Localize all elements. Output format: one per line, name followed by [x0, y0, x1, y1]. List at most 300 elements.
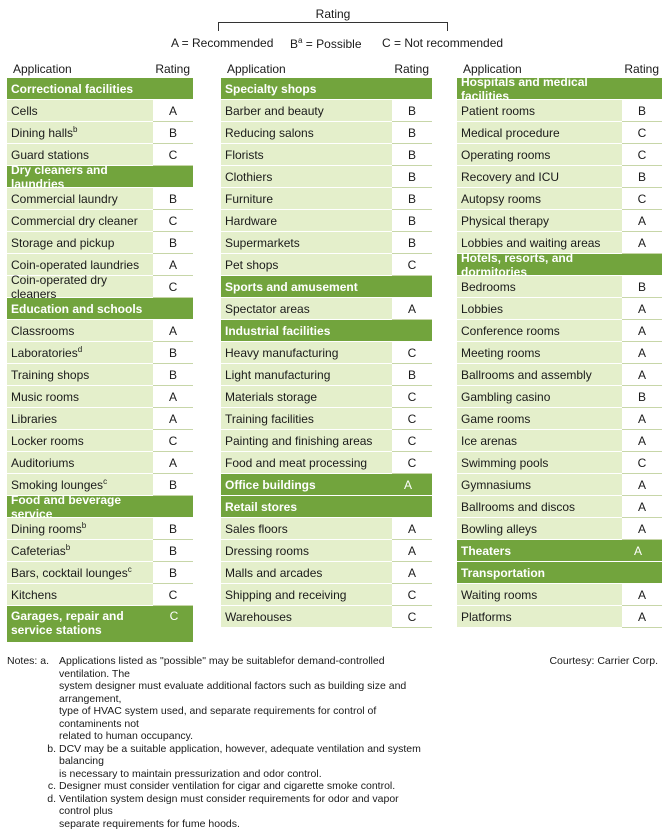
application-name: Cafeterias: [11, 544, 66, 558]
rating-cell: B: [153, 364, 193, 386]
table-row: [221, 540, 432, 562]
application-cell: [221, 342, 392, 364]
rating-cell: B: [392, 166, 432, 188]
application-name: Swimming pools: [461, 456, 548, 470]
table-row: [221, 452, 432, 474]
table-row: [7, 320, 193, 342]
application-cell: [457, 452, 622, 474]
application-name: Training facilities: [225, 412, 314, 426]
application-cell: [221, 584, 392, 606]
footnote-marker: c: [128, 565, 132, 574]
application-name: Commercial laundry: [11, 192, 118, 206]
table-row: [221, 518, 432, 540]
application-name: Lobbies: [461, 302, 503, 316]
section-label: Food and beverage service: [11, 493, 154, 521]
note-indent: [7, 818, 59, 830]
application-cell: [7, 232, 153, 254]
section-header: [221, 276, 432, 298]
table-row: [457, 474, 662, 496]
table-row: [221, 342, 432, 364]
table-row: [221, 606, 432, 628]
application-name: Recovery and ICU: [461, 170, 559, 184]
table-row: [457, 584, 662, 606]
rating-cell: A: [622, 606, 662, 628]
application-cell: [7, 386, 153, 408]
application-cell: [7, 518, 153, 540]
legend-c: C = Not recommended: [382, 36, 503, 50]
application-name: Game rooms: [461, 412, 530, 426]
table-row: [7, 342, 193, 364]
rating-cell: C: [392, 430, 432, 452]
rating-cell: C: [153, 430, 193, 452]
section-label: Hospitals and medical facilities: [461, 75, 623, 103]
table-row: [457, 100, 662, 122]
section-label: Theaters: [461, 544, 511, 558]
table-row: [7, 562, 193, 584]
table-row: [7, 408, 193, 430]
application-name: Reducing salons: [225, 126, 314, 140]
note-line: [7, 743, 427, 768]
table-row: [221, 144, 432, 166]
rating-cell: B: [153, 474, 193, 496]
rating-cell: C: [392, 452, 432, 474]
rating-cell: C: [392, 386, 432, 408]
legend-b-sup: a: [298, 36, 302, 45]
application-cell: [221, 254, 392, 276]
application-cell: [221, 188, 392, 210]
table-row: [221, 210, 432, 232]
application-name: Light manufacturing: [225, 368, 330, 382]
table-row: [7, 188, 193, 210]
rating-header: Rating: [624, 62, 659, 76]
table-row: [7, 232, 193, 254]
rating-cell: C: [392, 254, 432, 276]
table-row: [7, 386, 193, 408]
application-name: Pet shops: [225, 258, 278, 272]
application-cell: [221, 562, 392, 584]
table-row: [457, 518, 662, 540]
table-row: [221, 408, 432, 430]
rating-cell: C: [622, 144, 662, 166]
rating-cell: A: [622, 496, 662, 518]
note-indent: [7, 768, 59, 781]
section-label: Correctional facilities: [11, 82, 133, 96]
application-name: Meeting rooms: [461, 346, 540, 360]
application-cell: [7, 210, 153, 232]
note-line: [7, 730, 427, 743]
table-row: [7, 430, 193, 452]
table-row: [7, 518, 193, 540]
rating-cell: C: [622, 452, 662, 474]
application-name: Malls and arcades: [225, 566, 322, 580]
rating-cell: B: [392, 144, 432, 166]
application-name: Warehouses: [225, 610, 292, 624]
rating-cell: A: [622, 364, 662, 386]
table-row: [221, 232, 432, 254]
table-row: [457, 210, 662, 232]
application-cell: [221, 210, 392, 232]
application-cell: [457, 496, 622, 518]
notes: [7, 655, 427, 830]
section-label: Industrial facilities: [225, 324, 330, 338]
section-label: Dry cleaners and laundries: [11, 163, 154, 191]
table-row: [457, 364, 662, 386]
rating-cell: C: [153, 210, 193, 232]
rating-cell: A: [153, 452, 193, 474]
rating-cell: A: [392, 518, 432, 540]
application-name: Ice arenas: [461, 434, 517, 448]
section-label: Education and schools: [11, 302, 142, 316]
application-cell: [457, 606, 622, 628]
section-header: [457, 562, 662, 584]
note-text: type of HVAC system used, and separate requirements for control of contaminents not: [59, 705, 427, 730]
footnote-marker: b: [73, 125, 77, 134]
note-line: [7, 780, 427, 793]
application-name: Physical therapy: [461, 214, 549, 228]
section-label: Retail stores: [225, 500, 297, 514]
rating-cell: B: [392, 364, 432, 386]
rating-cell: A: [622, 210, 662, 232]
rating-cell: B: [153, 562, 193, 584]
rating-cell: A: [622, 430, 662, 452]
table-row: [7, 364, 193, 386]
application-cell: [457, 166, 622, 188]
application-name: Classrooms: [11, 324, 74, 338]
section-header: [7, 78, 193, 100]
rating-cell: A: [622, 232, 662, 254]
note-line: [7, 768, 427, 781]
rating-cell: A: [153, 254, 193, 276]
table-row: [7, 584, 193, 606]
application-cell: [221, 122, 392, 144]
note-text: system designer must evaluate additional factors such as building size and arrangement,: [59, 680, 427, 705]
application-cell: [221, 298, 392, 320]
rating-cell: A: [153, 320, 193, 342]
rating-cell: B: [392, 210, 432, 232]
application-name: Medical procedure: [461, 126, 560, 140]
table-row: [457, 122, 662, 144]
application-name: Furniture: [225, 192, 273, 206]
note-indent: [7, 730, 59, 743]
application-cell: [7, 276, 153, 298]
section-header: [457, 254, 662, 276]
notes-prefix: Notes:: [7, 655, 37, 667]
section-label: Office buildings: [225, 478, 316, 492]
application-name: Gymnasiums: [461, 478, 531, 492]
section-header: [221, 474, 432, 496]
rating-cell: A: [622, 584, 662, 606]
table-row: [457, 606, 662, 628]
application-name: Auditoriums: [11, 456, 74, 470]
courtesy-credit: Courtesy: Carrier Corp.: [549, 655, 658, 667]
application-cell: [457, 100, 622, 122]
application-name: Kitchens: [11, 588, 57, 602]
table-row: [457, 320, 662, 342]
application-name: Cells: [11, 104, 38, 118]
section-label: Sports and amusement: [225, 280, 358, 294]
section-header: [7, 606, 193, 643]
application-cell: [221, 166, 392, 188]
application-name: Coin-operated laundries: [11, 258, 139, 272]
rating-cell: A: [392, 298, 432, 320]
application-name: Operating rooms: [461, 148, 550, 162]
section-rating: A: [620, 544, 656, 558]
note-text: is necessary to maintain pressurization and odor control.: [59, 768, 322, 781]
application-cell: [457, 320, 622, 342]
application-cell: [7, 408, 153, 430]
application-name: Materials storage: [225, 390, 317, 404]
rating-cell: B: [153, 518, 193, 540]
table-row: [221, 364, 432, 386]
application-cell: [7, 188, 153, 210]
table-row: [457, 408, 662, 430]
legend-b: [290, 36, 362, 51]
table-row: [457, 188, 662, 210]
application-cell: [457, 364, 622, 386]
rating-cell: B: [392, 188, 432, 210]
rating-cell: A: [622, 298, 662, 320]
table-row: [7, 452, 193, 474]
application-name: Food and meat processing: [225, 456, 367, 470]
legend-b-text: = Possible: [302, 37, 361, 51]
table-row: [7, 100, 193, 122]
rating-cell: A: [392, 540, 432, 562]
application-name: Smoking lounges: [11, 478, 103, 492]
note-line: [7, 655, 427, 680]
application-header: Application: [463, 62, 522, 76]
application-name: Locker rooms: [11, 434, 84, 448]
application-name: Bowling alleys: [461, 522, 537, 536]
table-row: [221, 298, 432, 320]
application-cell: [457, 298, 622, 320]
application-name: Painting and finishing areas: [225, 434, 372, 448]
table-row: [457, 496, 662, 518]
section-header: [221, 78, 432, 100]
rating-cell: A: [622, 408, 662, 430]
rating-cell: C: [153, 144, 193, 166]
application-name: Waiting rooms: [461, 588, 537, 602]
rating-cell: B: [392, 100, 432, 122]
rating-cell: B: [153, 188, 193, 210]
note-indent: [7, 705, 59, 730]
application-cell: [457, 144, 622, 166]
application-cell: [221, 144, 392, 166]
application-cell: [221, 606, 392, 628]
application-cell: [7, 430, 153, 452]
rating-cell: B: [153, 342, 193, 364]
rating-cell: B: [392, 232, 432, 254]
rating-cell: C: [392, 584, 432, 606]
application-name: Ballrooms and assembly: [461, 368, 592, 382]
section-header: [7, 496, 193, 518]
application-name: Florists: [225, 148, 264, 162]
application-cell: [221, 408, 392, 430]
rating-cell: B: [622, 166, 662, 188]
application-cell: [457, 518, 622, 540]
table-row: [457, 430, 662, 452]
application-name: Patient rooms: [461, 104, 535, 118]
section-header: [221, 496, 432, 518]
application-name: Clothiers: [225, 170, 272, 184]
rating-cell: A: [622, 320, 662, 342]
application-cell: [221, 430, 392, 452]
section-rating: A: [390, 478, 426, 492]
column-1: [7, 58, 193, 643]
note-letter: a.: [40, 655, 49, 667]
rating-cell: C: [153, 584, 193, 606]
table-row: [221, 584, 432, 606]
application-name: Coin-operated dry cleaners: [11, 273, 153, 301]
table-row: [221, 386, 432, 408]
note-indent: [7, 680, 59, 705]
application-cell: [457, 188, 622, 210]
application-name: Heavy manufacturing: [225, 346, 338, 360]
rating-cell: C: [622, 188, 662, 210]
note-letter: b.: [7, 743, 59, 768]
application-name: Conference rooms: [461, 324, 560, 338]
application-cell: [221, 540, 392, 562]
rating-cell: C: [392, 342, 432, 364]
rating-cell: B: [153, 540, 193, 562]
note-letter: d.: [7, 793, 59, 818]
application-cell: [221, 364, 392, 386]
note-letter: c.: [7, 780, 59, 793]
rating-table: [7, 78, 193, 643]
rating-cell: C: [622, 122, 662, 144]
section-label: Garages, repair and service stations: [11, 609, 161, 637]
rating-cell: A: [622, 518, 662, 540]
rating-cell: A: [622, 342, 662, 364]
application-cell: [221, 232, 392, 254]
application-cell: [7, 100, 153, 122]
application-name: Commercial dry cleaner: [11, 214, 138, 228]
note-line: [7, 705, 427, 730]
rating-cell: A: [622, 474, 662, 496]
table-row: [457, 386, 662, 408]
application-name: Laboratories: [11, 346, 78, 360]
application-name: Music rooms: [11, 390, 79, 404]
legend-a: A = Recommended: [171, 36, 273, 50]
application-name: Spectator areas: [225, 302, 310, 316]
application-name: Shipping and receiving: [225, 588, 346, 602]
table-row: [457, 276, 662, 298]
application-cell: [7, 342, 153, 364]
note-text: Ventilation system design must consider requirements for odor and vapor control plus: [59, 793, 427, 818]
note-label: [7, 655, 59, 680]
rating-header: Rating: [155, 62, 190, 76]
column-2: [221, 58, 432, 628]
rating-cell: B: [153, 122, 193, 144]
application-name: Supermarkets: [225, 236, 300, 250]
column-3: [457, 58, 662, 628]
application-cell: [7, 452, 153, 474]
application-cell: [7, 540, 153, 562]
application-name: Dressing rooms: [225, 544, 309, 558]
application-name: Guard stations: [11, 148, 89, 162]
application-name: Autopsy rooms: [461, 192, 541, 206]
rating-cell: B: [392, 122, 432, 144]
section-header: [457, 78, 662, 100]
application-cell: [457, 408, 622, 430]
rating-table: [457, 78, 662, 628]
section-label: Hotels, resorts, and dormitories: [461, 251, 624, 279]
legend-b-letter: B: [290, 37, 298, 51]
application-name: Gambling casino: [461, 390, 550, 404]
rating-cell: B: [622, 100, 662, 122]
table-row: [457, 298, 662, 320]
section-header: [221, 320, 432, 342]
section-label: Transportation: [461, 566, 545, 580]
table-row: [221, 562, 432, 584]
table-row: [7, 122, 193, 144]
application-name: Ballrooms and discos: [461, 500, 575, 514]
rating-table: [221, 78, 432, 628]
application-cell: [457, 474, 622, 496]
application-cell: [457, 386, 622, 408]
footnote-marker: d: [78, 345, 82, 354]
application-cell: [7, 122, 153, 144]
rating-cell: A: [153, 100, 193, 122]
section-header: [7, 298, 193, 320]
note-text: DCV may be a suitable application, however, adequate ventilation and system balancing: [59, 743, 427, 768]
application-name: Barber and beauty: [225, 104, 324, 118]
column-header: [7, 58, 193, 78]
application-name: Dining rooms: [11, 522, 82, 536]
note-text: Designer must consider ventilation for cigar and cigarette smoke control.: [59, 780, 395, 793]
application-cell: [7, 364, 153, 386]
application-cell: [221, 452, 392, 474]
footnote-marker: c: [103, 477, 107, 486]
footnote-marker: b: [66, 543, 70, 552]
column-header: [221, 58, 432, 78]
table-row: [221, 100, 432, 122]
application-cell: [457, 342, 622, 364]
application-cell: [457, 430, 622, 452]
application-cell: [7, 562, 153, 584]
application-cell: [7, 320, 153, 342]
rating-title: Rating: [0, 7, 666, 21]
rating-cell: A: [392, 562, 432, 584]
rating-cell: A: [153, 408, 193, 430]
rating-cell: C: [392, 606, 432, 628]
table-row: [7, 540, 193, 562]
rating-cell: B: [153, 232, 193, 254]
application-cell: [221, 518, 392, 540]
application-cell: [457, 122, 622, 144]
note-text: separate requirements for fume hoods.: [59, 818, 240, 830]
section-header: [7, 166, 193, 188]
note-text: related to human occupancy.: [59, 730, 193, 743]
application-name: Hardware: [225, 214, 277, 228]
application-name: Storage and pickup: [11, 236, 114, 250]
section-rating: C: [161, 609, 187, 623]
rating-cell: B: [622, 386, 662, 408]
table-row: [221, 122, 432, 144]
application-name: Training shops: [11, 368, 89, 382]
rating-cell: B: [622, 276, 662, 298]
application-header: Application: [227, 62, 286, 76]
table-row: [221, 254, 432, 276]
application-name: Libraries: [11, 412, 57, 426]
rating-cell: A: [153, 386, 193, 408]
rating-cell: C: [153, 276, 193, 298]
table-row: [7, 210, 193, 232]
application-cell: [221, 100, 392, 122]
table-row: [221, 430, 432, 452]
table-row: [457, 342, 662, 364]
application-cell: [457, 584, 622, 606]
note-text: Applications listed as "possible" may be suitablefor demand-controlled ventilation. The: [59, 655, 427, 680]
